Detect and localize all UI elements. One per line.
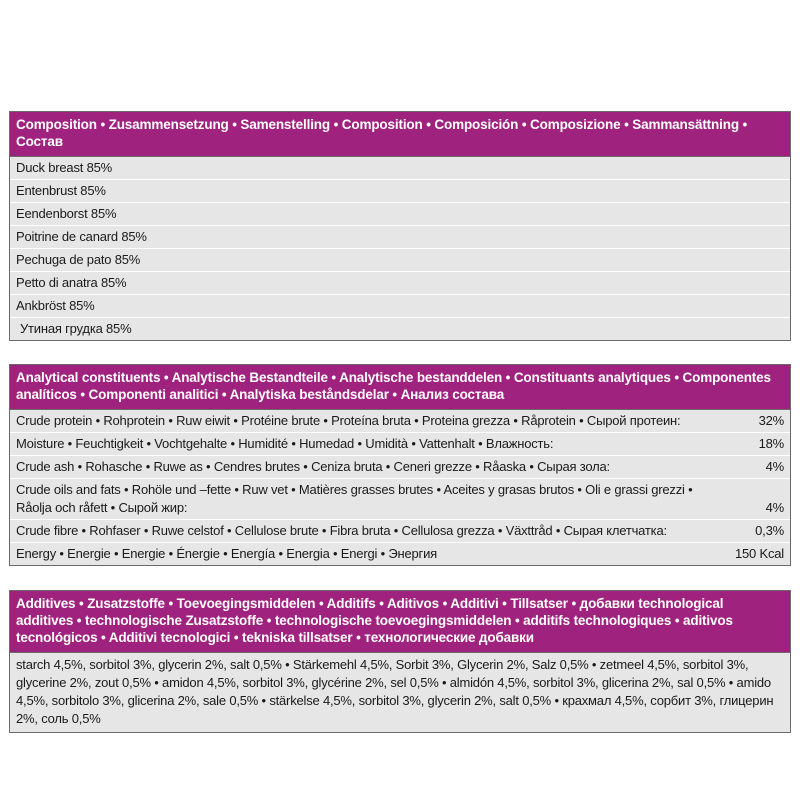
additives-section: [9, 590, 791, 733]
composition-section: [9, 111, 791, 341]
analytical-label: Crude oils and fats • Rohöle und –fette • Ruw vet • Matières grasses brutes • Aceites y grasas brutos • Oli e grassi grezzi • Råolja och råfett • Сырой жир:: [16, 482, 693, 515]
composition-row: Eendenborst 85%: [10, 203, 790, 226]
composition-row: Petto di anatra 85%: [10, 272, 790, 295]
composition-row: Entenbrust 85%: [10, 180, 790, 203]
analytical-section: [9, 364, 791, 566]
composition-row: Pechuga de pato 85%: [10, 249, 790, 272]
analytical-label: Crude ash • Rohasche • Ruwe as • Cendres brutes • Ceniza bruta • Ceneri grezze • Råaska • Сырая зола:: [16, 459, 610, 474]
analytical-value: 0,3%: [755, 523, 784, 538]
analytical-row: [10, 479, 790, 520]
analytical-label: Crude fibre • Rohfaser • Ruwe celstof • Cellulose brute • Fibra bruta • Cellulosa grezza • Växttråd • Сырая клетчатка:: [16, 523, 667, 538]
analytical-value: 32%: [758, 413, 784, 428]
additives-body: starch 4,5%, sorbitol 3%, glycerin 2%, salt 0,5% • Stärkemehl 4,5%, Sorbit 3%, Glycerin 2%, Salz 0,5% • zetmeel 4,5%, sorbitol 3%, glycerine 2%, zout 0,5% • amidon 4,5%, sorbitol 3%, glycérine 2%, sel 0,5% • almidón 4,5%, sorbitol 3%, glicerina 2%, sal 0,5% • amido 4,5%, sorbitolo 3%, glicerina 2%, sale 0,5% • stärkelse 4,5%, sorbitol 3%, glycerin 2%, salt 0,5% • крахмал 4,5%, сорбит 3%, глицерин 2%, соль 0,5%: [16, 657, 774, 726]
composition-row: Утиная грудка 85%: [20, 321, 132, 336]
composition-header: Composition • Zusammensetzung • Samenstelling • Composition • Composición • Composizione • Sammansättning • Состав: [10, 112, 790, 157]
analytical-header: Analytical constituents • Analytische Bestandteile • Analytische bestanddelen • Constituants analytiques • Componentes analíticos • Componenti analitici • Analytiska beståndsdelar • Анализ состава: [10, 365, 790, 410]
analytical-label: Crude protein • Rohprotein • Ruw eiwit • Protéine brute • Proteína bruta • Proteina grezza • Råprotein • Сырой протеин:: [16, 413, 681, 428]
analytical-row: [10, 433, 790, 456]
analytical-rows: [10, 410, 790, 565]
additives-header: Additives • Zusatzstoffe • Toevoegingsmiddelen • Additifs • Aditivos • Additivi • Tillsatser • добавки technological additives • technologische Zusatzstoffe • technologische toevoegingsmiddelen • additifs technologiques • aditivos tecnológicos • Additivi tecnologici • tekniska tillsatser • технологические добавки: [10, 591, 790, 653]
analytical-row: [10, 520, 790, 543]
composition-row: Ankbröst 85%: [10, 295, 790, 318]
analytical-row: [10, 456, 790, 479]
composition-row: Duck breast 85%: [10, 157, 790, 180]
analytical-value: 150 Kcal: [735, 546, 784, 561]
analytical-value: 4%: [765, 500, 784, 515]
analytical-label: Energy • Energie • Energie • Énergie • Energía • Energia • Energi • Энергия: [16, 546, 437, 561]
composition-row: Poitrine de canard 85%: [10, 226, 790, 249]
composition-rows: [10, 157, 790, 340]
analytical-row: [10, 410, 790, 433]
analytical-label: Moisture • Feuchtigkeit • Vochtgehalte • Humidité • Humedad • Umidità • Vattenhalt • Влажность:: [16, 436, 554, 451]
analytical-value: 18%: [758, 436, 784, 451]
analytical-value: 4%: [765, 459, 784, 474]
analytical-row: [10, 543, 790, 565]
